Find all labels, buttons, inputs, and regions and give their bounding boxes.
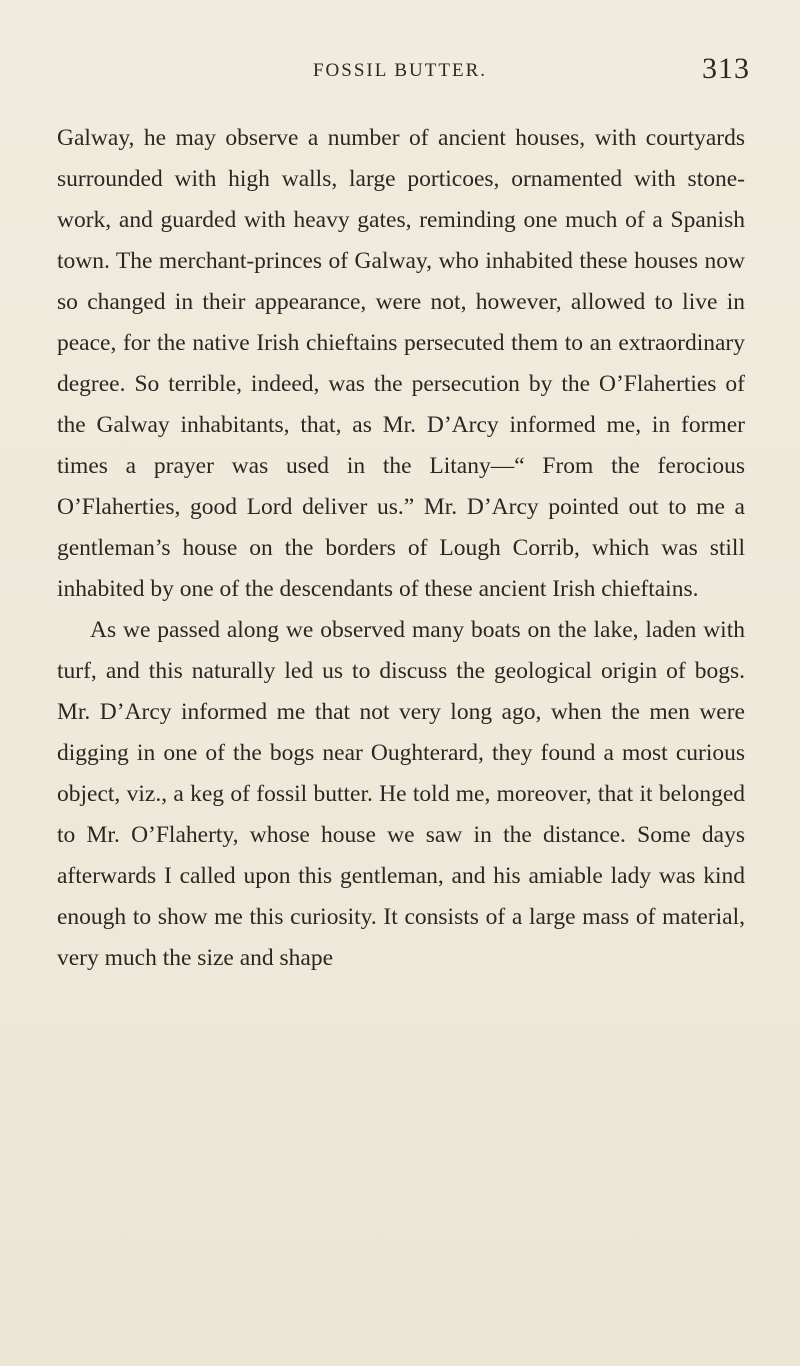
paragraph-2: As we passed along we observed many boats on the lake, laden with turf, and this naturally led us to discuss the geological origin of bogs. Mr. D’Arcy informed me that not very long ago, when the men were digging in one of the bogs near Oughterard, they found a most curious object, viz., a keg of fossil butter. He told me, moreover, that it belonged to Mr. O’Flaherty, whose house we saw in the distance. Some days afterwards I called upon this gentleman, and his amiable lady was kind enough to show me this curiosity. It consists of a large mass of material, very much the size and shape xyxy=(57,617,745,971)
page-number: 313 xyxy=(702,52,750,85)
body-text xyxy=(57,118,745,979)
running-head xyxy=(0,52,800,100)
paragraph-1: Galway, he may observe a number of ancient houses, with courtyards surrounded with high walls, large porticoes, ornamented with stone-work, and guarded with heavy gates, reminding one much of a Spanish town. The merchant-princes of Galway, who inhabited these houses now so changed in their appearance, were not, however, allowed to live in peace, for the native Irish chieftains persecuted them to an extraordinary degree. So terrible, indeed, was the persecution by the O’Flaherties of the Galway inhabitants, that, as Mr. D’Arcy informed me, in former times a prayer was used in the Litany—“ From the ferocious O’Flaherties, good Lord deliver us.” Mr. D’Arcy pointed out to me a gentleman’s house on the borders of Lough Corrib, which was still inhabited by one of the descendants of these ancient Irish chieftains. xyxy=(57,125,745,602)
running-title: FOSSIL BUTTER. xyxy=(312,60,488,81)
